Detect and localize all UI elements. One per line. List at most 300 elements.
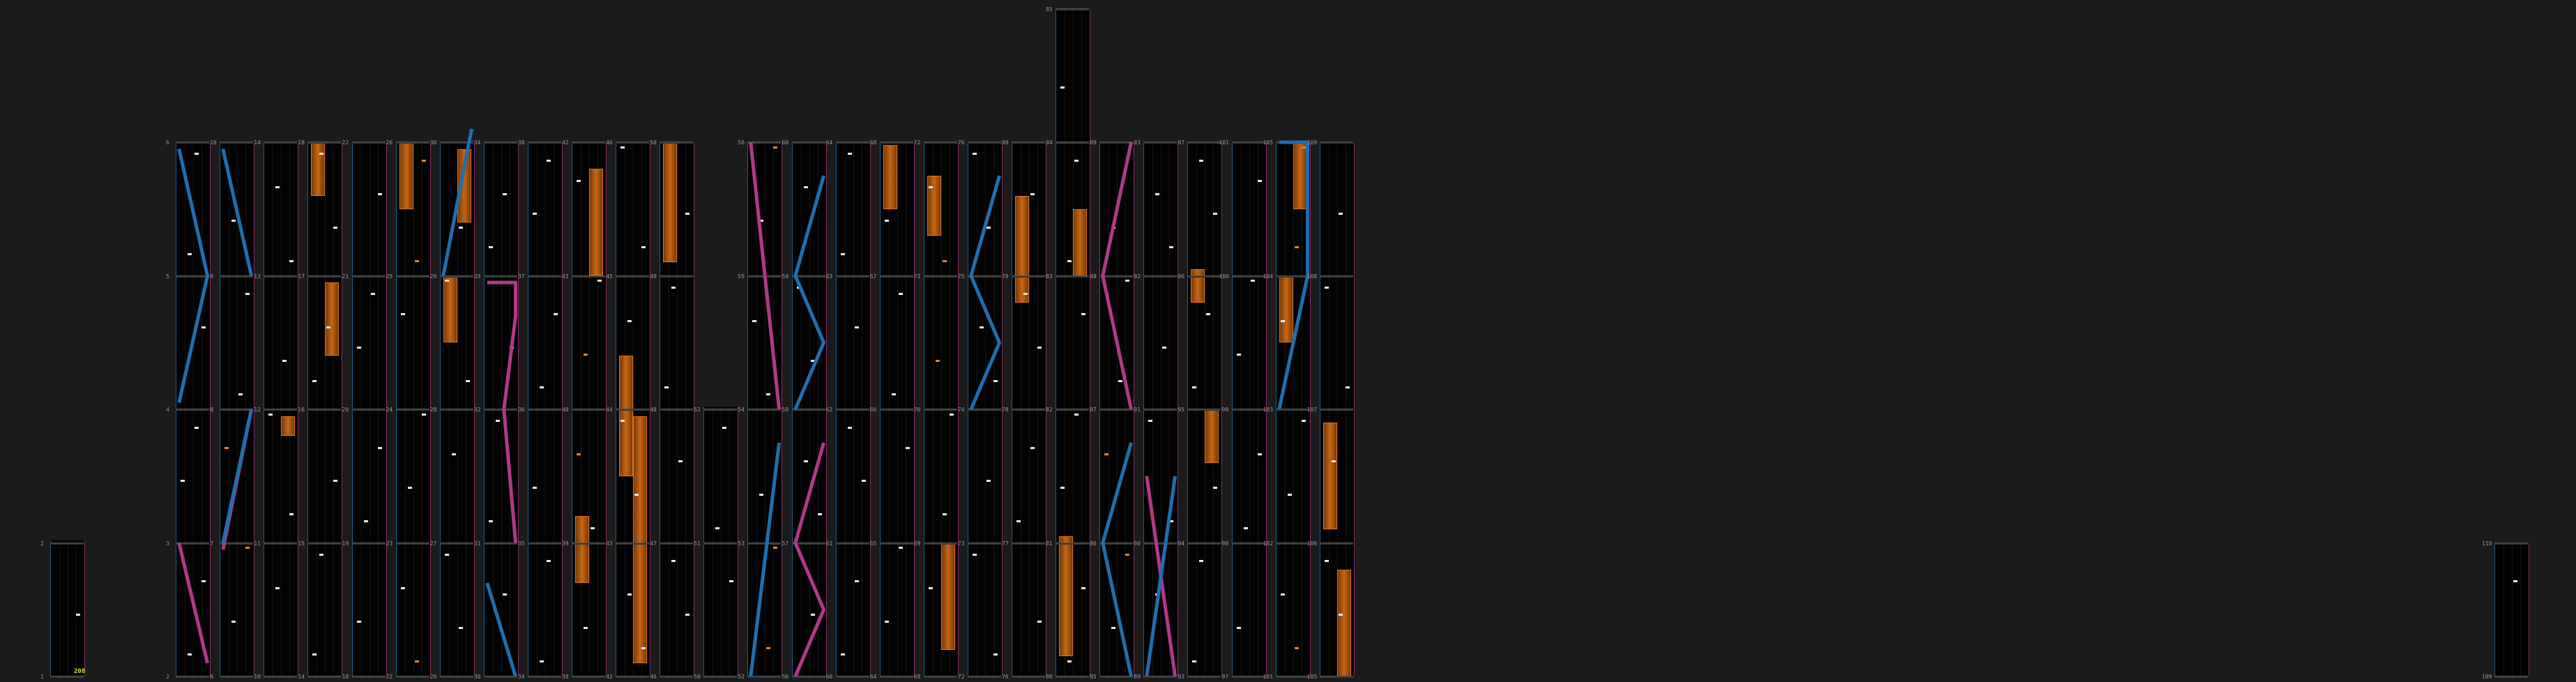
bar-line xyxy=(484,409,517,411)
tap-note xyxy=(671,560,676,562)
tap-note xyxy=(811,614,815,616)
tap-note xyxy=(245,547,250,549)
measure-number: 78 xyxy=(1002,407,1009,413)
bar-line xyxy=(528,142,561,144)
tap-note xyxy=(986,480,991,482)
measure-number: 31 xyxy=(473,540,481,547)
bar-line xyxy=(924,543,957,545)
measure-column xyxy=(163,139,212,680)
measure-number: 60 xyxy=(825,674,833,680)
bar-line xyxy=(792,142,825,144)
bar-line xyxy=(528,543,561,545)
bar-line xyxy=(50,676,84,678)
tap-note xyxy=(1339,614,1343,616)
tap-note xyxy=(1213,213,1217,215)
measure-number: 42 xyxy=(562,139,569,146)
measure-column xyxy=(691,407,740,680)
hold-note xyxy=(443,276,457,343)
measure-column xyxy=(295,139,344,680)
measure-number: 29 xyxy=(429,273,437,280)
tap-note xyxy=(188,653,192,656)
tap-note xyxy=(1302,420,1306,422)
tap-note xyxy=(489,246,493,248)
measure-column xyxy=(340,139,388,680)
measure-column xyxy=(955,139,1004,680)
measure-column xyxy=(999,139,1048,680)
measure-number: 16 xyxy=(298,407,305,413)
measure-number: 45 xyxy=(606,273,613,280)
tap-note xyxy=(445,280,449,282)
bar-line xyxy=(220,543,253,545)
bar-line xyxy=(572,676,605,678)
measure-number: 26 xyxy=(429,674,437,680)
grid-line xyxy=(1073,9,1074,677)
tap-note xyxy=(282,360,287,362)
hold-note xyxy=(575,516,589,583)
measure-number: 62 xyxy=(825,407,833,413)
tap-note xyxy=(540,386,544,388)
measure-number: 96 xyxy=(1178,273,1185,280)
tap-note xyxy=(1060,487,1065,489)
grid-line xyxy=(1081,9,1082,677)
tap-note xyxy=(1339,213,1343,215)
measure-column xyxy=(471,139,520,680)
measure-number: 66 xyxy=(869,407,877,413)
bar-line xyxy=(968,142,1001,144)
bar-line xyxy=(352,543,386,545)
bar-line xyxy=(440,142,473,144)
tap-note xyxy=(993,380,998,382)
bar-line xyxy=(703,543,737,545)
bar-line xyxy=(1143,142,1177,144)
tap-note xyxy=(862,480,866,482)
tap-note xyxy=(422,160,426,162)
tap-note xyxy=(364,520,368,522)
measure-number: 89 xyxy=(1090,139,1097,146)
tap-note xyxy=(1295,647,1299,649)
tap-note xyxy=(584,627,588,629)
measure-number: 80 xyxy=(1002,139,1009,146)
measure-number: 65 xyxy=(869,540,877,547)
hold-note xyxy=(1279,276,1293,343)
hold-note xyxy=(457,149,471,222)
measure-number: 23 xyxy=(386,540,393,547)
measure-column xyxy=(603,139,652,680)
hold-note xyxy=(311,142,325,196)
bar-line xyxy=(176,543,209,545)
measure-number: 10 xyxy=(210,139,217,146)
tap-note xyxy=(357,621,361,623)
measure-number: 86 xyxy=(1090,540,1097,547)
measure-number: 6 xyxy=(166,139,169,146)
measure-number: 85 xyxy=(1090,674,1097,680)
tap-note xyxy=(1030,193,1035,195)
bar-line xyxy=(1276,676,1309,678)
bar-line xyxy=(747,543,781,545)
measure-number: 93 xyxy=(1178,674,1185,680)
bar-line xyxy=(572,275,605,278)
measure-number: 109 xyxy=(2482,674,2492,680)
bar-line xyxy=(220,142,253,144)
bar-line xyxy=(1232,543,1265,545)
lane xyxy=(703,407,738,676)
hold-note xyxy=(1191,269,1205,303)
bar-line xyxy=(1276,275,1309,278)
tap-note xyxy=(1258,453,1262,455)
tap-note xyxy=(885,220,889,222)
measure-number: 13 xyxy=(254,273,261,280)
tap-note xyxy=(1237,354,1241,356)
measure-column xyxy=(867,139,916,680)
bar-line xyxy=(396,142,429,144)
tap-note xyxy=(1118,380,1122,382)
measure-number: 58 xyxy=(782,407,789,413)
tap-note xyxy=(1125,554,1129,556)
bar-line xyxy=(1276,142,1309,144)
measure-number: 39 xyxy=(562,540,569,547)
bar-line xyxy=(747,409,781,411)
measure-column xyxy=(207,139,256,680)
bar-line xyxy=(1055,409,1089,411)
measure-number: 64 xyxy=(869,674,877,680)
measure-number: 36 xyxy=(517,407,525,413)
measure-number: 85 xyxy=(1046,6,1053,13)
tap-note xyxy=(224,447,229,449)
bar-line xyxy=(616,275,649,278)
bar-line xyxy=(616,543,649,545)
tap-note xyxy=(231,220,236,222)
measure-number: 21 xyxy=(342,273,349,280)
tap-note xyxy=(841,253,845,255)
measure-number: 30 xyxy=(473,674,481,680)
bar-line xyxy=(572,543,605,545)
tap-note xyxy=(577,180,581,182)
grid-line xyxy=(2503,543,2504,677)
measure-number: 54 xyxy=(738,407,745,413)
measure-number: 32 xyxy=(473,407,481,413)
tap-note xyxy=(1155,193,1159,195)
measure-number: 76 xyxy=(957,139,965,146)
measure-column xyxy=(823,139,872,680)
bar-line xyxy=(1187,275,1221,278)
bar-line xyxy=(924,409,957,411)
measure-number: 79 xyxy=(1002,273,1009,280)
measure-number: 108 xyxy=(1306,273,1318,280)
tap-note xyxy=(936,360,940,362)
tap-note xyxy=(986,227,991,229)
tap-note xyxy=(445,554,449,556)
bar-line xyxy=(747,142,781,144)
tap-note xyxy=(459,627,463,629)
tap-note xyxy=(597,280,602,282)
tap-note xyxy=(1023,293,1028,295)
tap-note xyxy=(773,547,777,549)
tap-note xyxy=(289,513,294,515)
measure-column xyxy=(2482,540,2531,680)
tap-note xyxy=(378,447,382,449)
bar-line xyxy=(440,543,473,545)
bar-line xyxy=(968,275,1001,278)
tap-note xyxy=(503,593,507,596)
bar-line xyxy=(307,142,341,144)
bar-line xyxy=(1099,142,1133,144)
tap-note xyxy=(1060,86,1065,89)
tap-note xyxy=(554,313,558,315)
measure-number: 46 xyxy=(650,674,657,680)
bar-line xyxy=(1187,676,1221,678)
measure-column xyxy=(515,139,564,680)
measure-number: 105 xyxy=(1263,139,1274,146)
measure-number: 38 xyxy=(517,139,525,146)
tap-note xyxy=(1169,246,1173,248)
bar-line xyxy=(352,275,386,278)
hold-note xyxy=(619,356,633,476)
hold-note xyxy=(281,416,295,437)
measure-number: 9 xyxy=(210,273,214,280)
bar-line xyxy=(396,543,429,545)
measure-number: 8 xyxy=(210,407,214,413)
tap-note xyxy=(1067,660,1072,662)
measure-number: 76 xyxy=(1002,674,1009,680)
bar-line xyxy=(616,142,649,144)
tap-note xyxy=(855,580,859,582)
measure-number: 99 xyxy=(1221,407,1229,413)
measure-number: 49 xyxy=(650,273,657,280)
tap-note xyxy=(1244,527,1248,529)
hold-note xyxy=(1059,536,1073,656)
tap-note xyxy=(1104,453,1108,455)
tap-note xyxy=(577,453,581,455)
tap-note xyxy=(1016,520,1021,522)
tap-note xyxy=(766,393,770,395)
measure-number: 88 xyxy=(1090,273,1097,280)
measure-number: 42 xyxy=(606,674,613,680)
tap-note xyxy=(1111,627,1115,629)
tap-note xyxy=(1081,587,1085,589)
bar-line xyxy=(440,409,473,411)
measure-number: 98 xyxy=(1221,540,1229,547)
tap-note xyxy=(752,320,756,322)
measure-number: 56 xyxy=(738,139,745,146)
measure-number: 50 xyxy=(694,674,701,680)
tap-note xyxy=(804,460,808,462)
measure-number: 70 xyxy=(913,407,921,413)
measure-number: 41 xyxy=(562,273,569,280)
tap-note xyxy=(943,513,947,515)
bar-line xyxy=(440,676,473,678)
bar-line xyxy=(2494,676,2528,678)
tap-note xyxy=(76,614,80,616)
bar-line xyxy=(307,543,341,545)
measure-number: 59 xyxy=(782,273,789,280)
measure-number: 35 xyxy=(517,540,525,547)
measure-number: 53 xyxy=(738,540,745,547)
tap-note xyxy=(641,647,646,649)
measure-number: 26 xyxy=(386,139,393,146)
bar-line xyxy=(1320,409,1353,411)
measure-number: 72 xyxy=(913,139,921,146)
measure-column xyxy=(1087,139,1136,680)
grid-line xyxy=(59,540,60,677)
bar-line xyxy=(1099,409,1133,411)
measure-number: 30 xyxy=(429,139,437,146)
bar-line xyxy=(1232,409,1265,411)
tap-note xyxy=(401,587,405,589)
bar-line xyxy=(792,543,825,545)
tap-note xyxy=(510,347,514,349)
measure-number: 20 xyxy=(342,407,349,413)
bar-line xyxy=(528,676,561,678)
bar-line xyxy=(968,409,1001,411)
measure-number: 97 xyxy=(1178,139,1185,146)
tap-note xyxy=(1332,460,1336,462)
tap-note xyxy=(766,647,770,649)
tap-note xyxy=(1281,320,1285,322)
tap-note xyxy=(452,453,456,455)
bar-line xyxy=(1232,275,1265,278)
measure-number: 18 xyxy=(298,139,305,146)
tap-note xyxy=(892,393,896,395)
measure-column xyxy=(1219,139,1268,680)
tap-note xyxy=(804,186,808,188)
bar-line xyxy=(1012,676,1045,678)
measure-number: 52 xyxy=(694,407,701,413)
tap-note xyxy=(1155,593,1159,596)
hold-note xyxy=(1073,209,1087,276)
tap-note xyxy=(818,513,822,515)
tap-note xyxy=(627,593,632,596)
hold-note xyxy=(325,282,339,356)
measure-number: 74 xyxy=(957,407,965,413)
bar-line xyxy=(264,409,297,411)
bar-line xyxy=(307,676,341,678)
tap-note xyxy=(1281,593,1285,596)
measure-number: 109 xyxy=(1306,139,1318,146)
measure-number: 83 xyxy=(1046,273,1053,280)
measure-number: 6 xyxy=(210,674,214,680)
tap-note xyxy=(496,420,500,422)
bar-line xyxy=(616,676,649,678)
hold-note xyxy=(1337,570,1351,676)
measure-number: 69 xyxy=(913,540,921,547)
hold-note xyxy=(589,169,603,275)
bar-line xyxy=(1187,142,1221,144)
measure-number: 68 xyxy=(869,139,877,146)
tap-note xyxy=(1237,627,1241,629)
tap-note xyxy=(729,580,733,582)
bar-line xyxy=(660,543,693,545)
measure-number: 57 xyxy=(782,540,789,547)
hold-note xyxy=(633,416,647,663)
bar-line xyxy=(703,409,737,411)
measure-number: 48 xyxy=(650,407,657,413)
bar-line xyxy=(396,676,429,678)
tap-note xyxy=(188,253,192,255)
tap-note xyxy=(980,326,984,328)
tap-note xyxy=(533,213,537,215)
measure-number: 28 xyxy=(429,407,437,413)
bar-line xyxy=(968,543,1001,545)
bar-line xyxy=(1320,275,1353,278)
bar-line xyxy=(396,275,429,278)
tap-note xyxy=(1302,146,1306,149)
measure-number: 5 xyxy=(166,273,169,280)
tap-note xyxy=(664,386,669,388)
bar-line xyxy=(792,409,825,411)
hold-note xyxy=(883,145,897,209)
bar-line xyxy=(264,142,297,144)
tap-note xyxy=(1037,347,1042,349)
tap-note xyxy=(195,153,199,155)
tap-note xyxy=(466,380,470,382)
tap-note xyxy=(401,313,405,315)
bar-line xyxy=(1232,142,1265,144)
tap-note xyxy=(715,527,719,529)
tap-note xyxy=(590,527,595,529)
measure-number: 15 xyxy=(298,540,305,547)
bar-line xyxy=(176,275,209,278)
bar-line xyxy=(792,676,825,678)
tap-note xyxy=(1251,280,1255,282)
bar-line xyxy=(176,142,209,144)
tap-note xyxy=(1111,227,1115,229)
bar-line xyxy=(747,676,781,678)
measure-number: 103 xyxy=(1263,407,1274,413)
tap-note xyxy=(1148,420,1152,422)
hold-note xyxy=(941,543,955,650)
bar-line xyxy=(484,676,517,678)
tap-note xyxy=(973,153,977,155)
bar-line xyxy=(528,275,561,278)
tap-note xyxy=(1125,280,1129,282)
bar-line xyxy=(1055,676,1089,678)
measure-column xyxy=(383,139,432,680)
tap-note xyxy=(950,414,954,416)
tap-note xyxy=(1288,494,1292,496)
measure-number: 1 xyxy=(40,674,44,680)
measure-number: 71 xyxy=(913,273,921,280)
bar-line xyxy=(660,409,693,411)
tap-note xyxy=(1192,386,1196,388)
bar-line xyxy=(176,676,209,678)
tap-note xyxy=(489,520,493,522)
bar-line xyxy=(1012,142,1045,144)
tap-note xyxy=(1346,386,1350,388)
tap-note xyxy=(289,260,294,262)
measure-number: 40 xyxy=(562,407,569,413)
bar-line xyxy=(220,409,253,411)
measure-column xyxy=(735,139,784,680)
measure-number: 47 xyxy=(650,540,657,547)
bar-line xyxy=(1187,543,1221,545)
bar-line xyxy=(616,409,649,411)
bar-line xyxy=(484,142,517,144)
tap-note xyxy=(620,146,625,149)
bar-line xyxy=(1099,676,1133,678)
bar-line xyxy=(572,409,605,411)
bar-line xyxy=(264,676,297,678)
measure-number: 93 xyxy=(1134,139,1141,146)
tap-note xyxy=(319,554,323,556)
measure-column xyxy=(779,139,828,680)
bar-line xyxy=(307,409,341,411)
tap-note xyxy=(1192,660,1196,662)
measure-number: 33 xyxy=(473,273,481,280)
bar-line xyxy=(1099,543,1133,545)
measure-column xyxy=(559,139,608,680)
measure-number: 4 xyxy=(166,407,169,413)
bar-line xyxy=(792,275,825,278)
